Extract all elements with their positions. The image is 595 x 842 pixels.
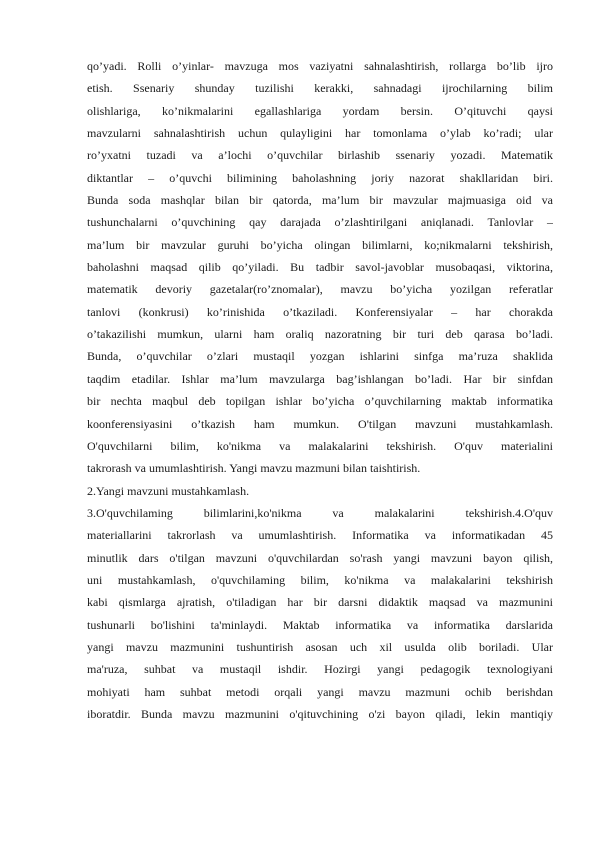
text-line: Bunda soda mashqlar bilan bir qatorda, ma’lum bir mavzular majmuasiga oid va [87,193,553,208]
text-line: bir nechta maqbul deb topilgan ishlar bo’yicha o’quvchilarning maktab informatika [87,394,553,409]
text-line: koonferensiyasini o’tkazish ham mumkun. O'tilgan mavzuni mustahkamlash. [87,416,553,431]
numbered-item: 3.O'quvchilaming bilimlarini,ko'nikma va malakalarini tekshirish.4.O'quv [87,505,553,520]
text-line: tushunchalarni o’quvchining qay darajada o’zlashtirilgani aniqlanadi. Tanlovlar – [87,215,553,230]
text-line: diktantlar – o’quvchi bilimining baholashning joriy nazorat shakllaridan biri. [87,170,553,185]
text-line: takrorash va umumlashtirish. Yangi mavzu mazmuni bilan taishtirish. [87,461,421,476]
text-line: kabi qismlarga ajratish, o'tiladigan har bir darsni didaktik maqsad va mazmunini [87,595,553,610]
text-line: O'quvchilarni bilim, ko'nikma va malakalarini tekshirish. O'quv materialini [87,438,553,453]
text-line: etish. Ssenariy shunday tuzilishi kerakki, sahnadagi ijrochilarning bilim [87,81,553,96]
text-line: materiallarini takrorlash va umumlashtirish. Informatika va informatikadan 45 [87,528,553,543]
text-line: tushunarli bo'lishini ta'minlaydi. Maktab informatika va informatika darslarida [87,617,553,632]
text-line: minutlik dars o'tilgan mavzuni o'quvchilardan so'rash yangi mavzuni bayon qilish, [87,550,553,565]
text-line: iboratdir. Bunda mavzu mazmunini o'qituvchining o'zi bayon qiladi, lekin mantiqiy [87,706,553,721]
text-line: tanlovi (konkrusi) ko’rinishida o’tkaziladi. Konferensiyalar – har chorakda [87,304,553,319]
text-line: uni mustahkamlash, o'quvchilaming bilim, ko'nikma va malakalarini tekshirish [87,572,553,587]
text-line: Bunda, o’quvchilar o’zlari mustaqil yozgan ishlarini sinfga ma’ruza shaklida [87,349,553,364]
text-line: baholashni maqsad qilib qo’yiladi. Bu tadbir savol-javoblar musobaqasi, viktorina, [87,260,553,275]
text-line: mavzularni sahnalashtirish uchun qulayligini har tomonlama o’ylab ko’radi; ular [87,126,553,141]
text-line: olishlariga, ko’nikmalarini egallashlariga yordam bersin. O’qituvchi qaysi [87,103,553,118]
text-line: ma’lum bir mavzular guruhi bo’yicha olingan bilimlarni, ko;nikmalarni tekshirish, [87,237,553,252]
text-line: qo’yadi. Rolli o’yinlar- mavzuga mos vaziyatni sahnalashtirish, rollarga bo’lib ijro [87,59,553,73]
text-line: yangi mavzu mazmunini tushuntirish asosan uch xil usulda olib boriladi. Ular [87,639,553,654]
text-line: mohiyati ham suhbat metodi orqali yangi mavzu mazmuni ochib berishdan [87,684,553,699]
text-line: taqdim etadilar. Ishlar ma’lum mavzularga bag’ishlangan bo’ladi. Har bir sinfdan [87,371,553,386]
numbered-item: 2.Yangi mavzuni mustahkamlash. [87,483,250,498]
text-line: ma'ruza, suhbat va mustaqil ishdir. Hozirgi yangi pedagogik texnologiyani [87,662,553,677]
text-line: matematik devoriy gazetalar(ro’znomalar), mavzu bo’yicha yozilgan referatlar [87,282,553,297]
body-text [87,55,553,725]
text-line: o’takazilishi mumkun, ularni ham oraliq nazoratning bir turi deb qarasa bo’ladi. [87,327,553,342]
text-line: ro’yxatni tuzadi va a’lochi o’quvchilar birlashib ssenariy yozadi. Matematik [87,148,553,163]
